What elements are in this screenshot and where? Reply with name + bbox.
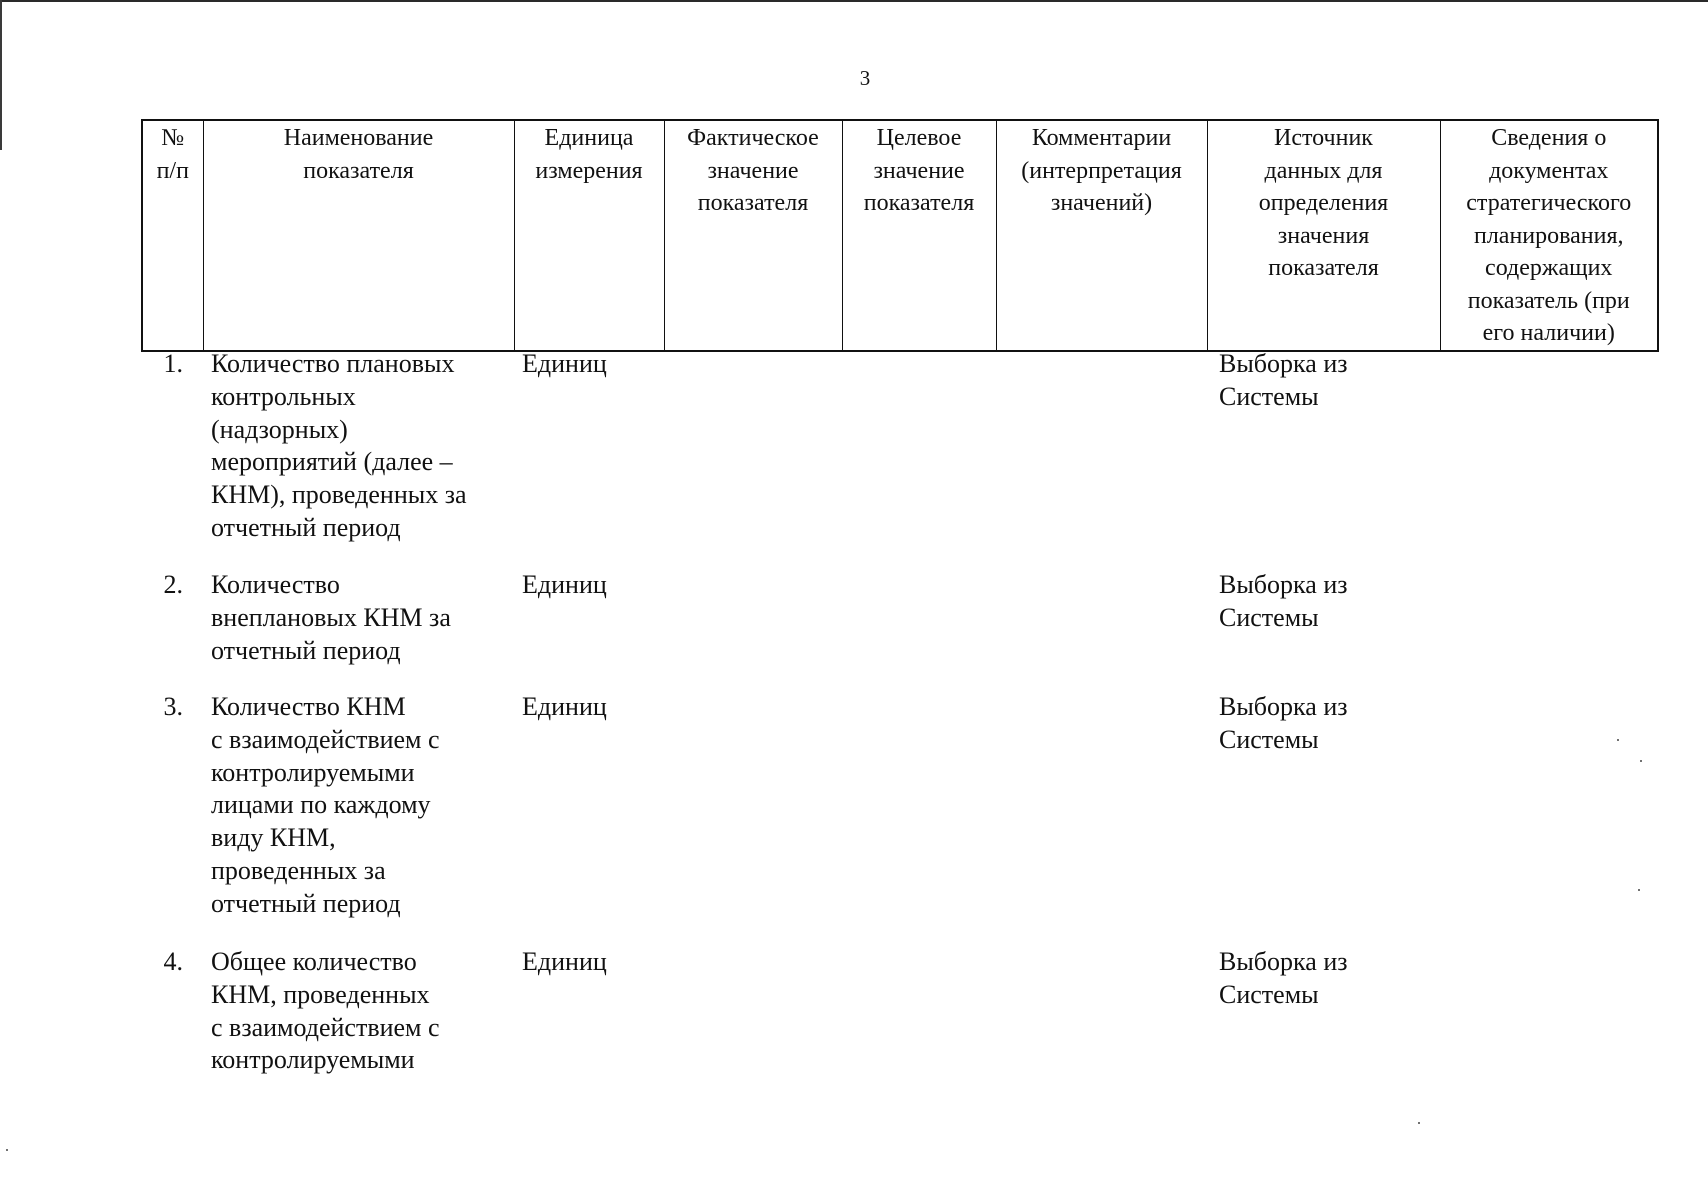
column-header-number: № п/п bbox=[142, 120, 203, 351]
indicator-name: Количество плановых контрольных (надзорных) мероприятий (далее – КНМ), проведенных за отчетный период bbox=[211, 349, 467, 542]
scan-speck bbox=[1617, 739, 1619, 741]
data-source: Выборка из Системы bbox=[1219, 947, 1348, 1009]
column-header-actual-value: Фактическое значение показателя bbox=[664, 120, 842, 351]
unit-of-measure: Единиц bbox=[522, 947, 607, 976]
indicator-name: Количество КНМ с взаимодействием с контролируемыми лицами по каждому виду КНМ, проведенных за отчетный период bbox=[211, 692, 440, 918]
scan-edge-top bbox=[0, 0, 1708, 2]
data-source: Выборка из Системы bbox=[1219, 570, 1348, 632]
row-number: 2. bbox=[163, 570, 183, 599]
page-number: 3 bbox=[859, 66, 871, 90]
data-source: Выборка из Системы bbox=[1219, 349, 1348, 411]
column-header-comments: Комментарии (интерпретация значений) bbox=[996, 120, 1207, 351]
column-header-strategic-docs: Сведения о документах стратегического планирования, содержащих показатель (при его наличии) bbox=[1440, 120, 1658, 351]
unit-of-measure: Единиц bbox=[522, 349, 607, 378]
indicator-name: Общее количество КНМ, проведенных с взаимодействием с контролируемыми bbox=[211, 947, 440, 1075]
row-number: 1. bbox=[163, 349, 183, 378]
scan-speck bbox=[1640, 760, 1642, 762]
unit-of-measure: Единиц bbox=[522, 570, 607, 599]
column-header-data-source: Источник данных для определения значения показателя bbox=[1207, 120, 1440, 351]
row-number: 4. bbox=[163, 947, 183, 976]
unit-of-measure: Единиц bbox=[522, 692, 607, 721]
column-header-unit: Единица измерения bbox=[514, 120, 664, 351]
column-header-indicator-name: Наименование показателя bbox=[203, 120, 514, 351]
indicators-table-header bbox=[141, 119, 1659, 352]
row-number: 3. bbox=[163, 692, 183, 721]
column-header-target-value: Целевое значение показателя bbox=[842, 120, 996, 351]
scan-speck bbox=[1418, 1122, 1420, 1124]
scan-speck bbox=[1638, 889, 1640, 891]
data-source: Выборка из Системы bbox=[1219, 692, 1348, 754]
scan-speck bbox=[6, 1149, 8, 1151]
indicator-name: Количество внеплановых КНМ за отчетный период bbox=[211, 570, 451, 665]
